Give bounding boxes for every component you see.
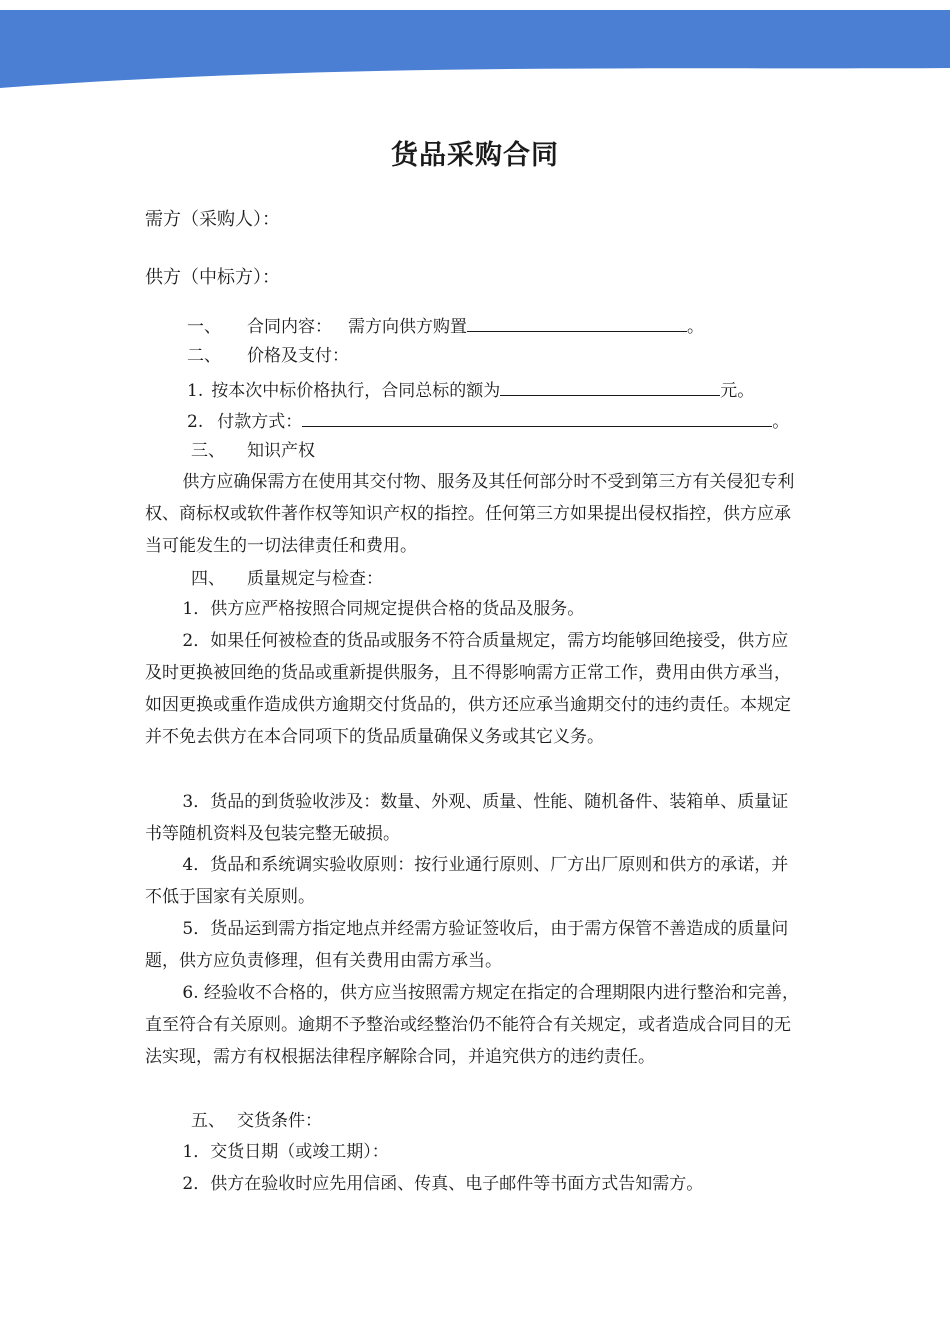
punctuation: 。 [687, 317, 704, 337]
item-5-2-notice: 2．供方在验收时应先用信函、传真、电子邮件等书面方式告知需方。 [182, 1174, 704, 1194]
item-text: 付款方式： [217, 412, 303, 432]
punctuation: 。 [772, 412, 790, 432]
section-number: 四、 [191, 569, 225, 589]
buyer-label: 需方（采购人）： [145, 209, 280, 230]
paragraph-quality-3: 3．货品的到货验收涉及：数量、外观、质量、性能、随机备件、装箱单、质量证书等随机资料及包装完整无破损。 [145, 792, 789, 844]
section-heading: 价格及支付： [247, 346, 349, 366]
paragraph-quality-2: 2．如果任何被检查的货品或服务不符合质量规定，需方均能够回绝接受，供方应及时更换被回绝的货品或重新提供服务，且不得影响需方正常工作，费用由供方承当，如因更换或重作造成供方逾期交付货品的，供方还应承当逾期交付的违约责任。本规定并不免去供方在本合同项下的货品质量确保义务或其它义务。 [145, 631, 791, 747]
item-end: 元。 [720, 381, 755, 401]
section-3-ip [145, 440, 805, 462]
section-heading: 交货条件： [237, 1111, 322, 1131]
item-2-1-total-amount [145, 378, 805, 402]
section-heading: 合同内容： [247, 317, 332, 337]
paragraph-quality-5: 5．货品运到需方指定地点并经需方验证签收后，由于需方保管不善造成的质量问题，供方应负责修理，但有关费用由需方承当。 [145, 919, 789, 971]
payment-method-blank-field[interactable] [302, 409, 772, 427]
section-2-price-payment [145, 345, 805, 367]
section-number: 三、 [191, 441, 225, 461]
section-number: 五、 [191, 1111, 225, 1131]
amount-blank-field[interactable] [500, 378, 720, 396]
section-5-delivery [145, 1110, 805, 1132]
section-heading: 知识产权 [247, 441, 315, 461]
section-number: 一、 [187, 317, 221, 337]
section-4-quality [145, 568, 805, 590]
header-banner [0, 0, 950, 90]
paragraph-ip: 供方应确保需方在使用其交付物、服务及其任何部分时不受到第三方有关侵犯专利权、商标权或软件著作权等知识产权的指控。任何第三方如果提出侵权指控，供方应承当可能发生的一切法律责任和费用。 [145, 472, 795, 556]
item-2-2-payment-method [145, 409, 805, 433]
section-number: 二、 [187, 346, 221, 366]
paragraph-quality-6: 6. 经验收不合格的，供方应当按照需方规定在指定的合理期限内进行整治和完善，直至符合有关原则。逾期不予整治或经整治仍不能符合有关规定，或者造成合同目的无法实现，需方有权根据法律程序解除合同，并追究供方的违约责任。 [145, 983, 800, 1067]
document-title: 货品采购合同 [391, 140, 559, 171]
paragraph-quality-4: 4．货品和系统调实验收原则：按行业通行原则、厂方出厂原则和供方的承诺，并不低于国家有关原则。 [145, 855, 789, 907]
supplier-label: 供方（中标方）： [145, 267, 280, 288]
section-text: 需方向供方购置 [348, 317, 467, 337]
item-number: 1. [187, 381, 204, 401]
section-heading: 质量规定与检查： [247, 569, 383, 589]
item-text: 按本次中标价格执行，合同总标的额为 [211, 381, 501, 401]
section-1-contract-content [145, 314, 805, 338]
goods-blank-field[interactable] [467, 314, 687, 332]
item-5-1-delivery-date: 1．交货日期（或竣工期）： [182, 1142, 389, 1162]
item-number: 2. [187, 412, 204, 432]
paragraph-quality-1: 1．供方应严格按照合同规定提供合格的货品及服务。 [182, 599, 585, 619]
